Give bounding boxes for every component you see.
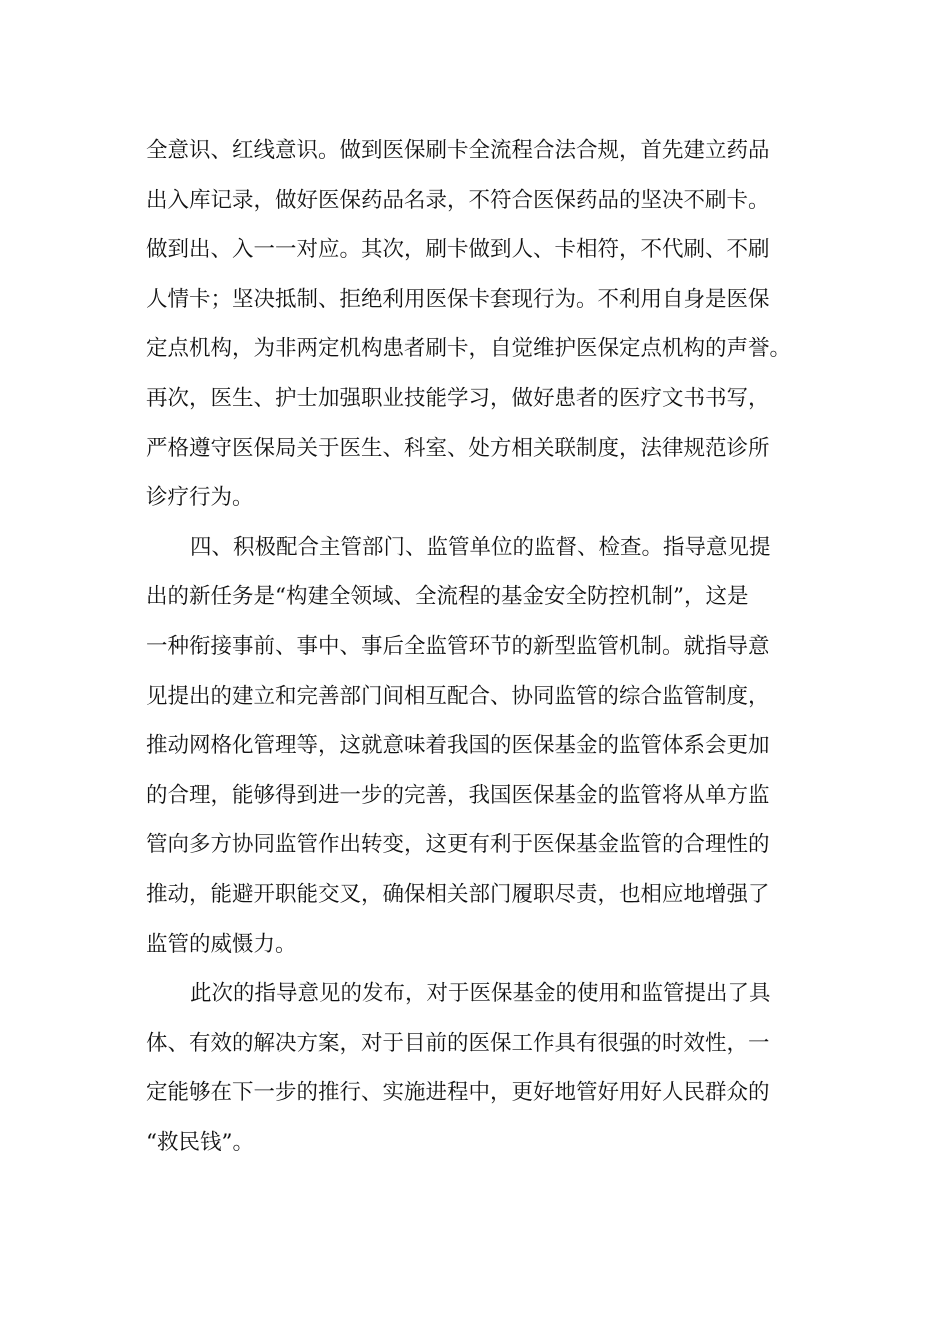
text-line: 严格遵守医保局关于医生、科室、处方相关联制度，法律规范诊所: [146, 435, 770, 461]
text-line: 出入库记录，做好医保药品名录，不符合医保药品的坚决不刷卡。: [146, 187, 770, 213]
text-line: 出的新任务是“构建全领域、全流程的基金安全防控机制”，这是: [146, 584, 749, 610]
text-line: 全意识、红线意识。做到医保刷卡全流程合法合规，首先建立药品: [146, 138, 770, 163]
text-line: 管向多方协同监管作出转变，这更有利于医保基金监管的合理性的: [146, 832, 770, 858]
paragraph-first-line: 四、积极配合主管部门、监管单位的监督、检查。指导意见提: [190, 534, 771, 560]
text-line: 再次，医生、护士加强职业技能学习，做好患者的医疗文书书写，: [146, 385, 770, 411]
text-line: 见提出的建立和完善部门间相互配合、协同监管的综合监管制度，: [146, 683, 770, 709]
text-line: 推动网格化管理等，这就意味着我国的医保基金的监管体系会更加: [146, 733, 770, 759]
text-line: 推动，能避开职能交叉，确保相关部门履职尽责，也相应地增强了: [146, 881, 770, 907]
text-line: “救民钱”。: [146, 1129, 254, 1155]
text-line: 体、有效的解决方案，对于目前的医保工作具有很强的时效性，一: [146, 1030, 770, 1056]
text-line: 做到出、入一一对应。其次，刷卡做到人、卡相符，不代刷、不刷: [146, 237, 770, 263]
text-line: 定能够在下一步的推行、实施进程中，更好地管好用好人民群众的: [146, 1080, 770, 1106]
text-line: 监管的威慑力。: [146, 931, 297, 957]
paragraph-first-line: 此次的指导意见的发布，对于医保基金的使用和监管提出了具: [190, 981, 771, 1007]
text-line: 人情卡；坚决抵制、拒绝利用医保卡套现行为。不利用自身是医保: [146, 286, 770, 312]
text-line: 一种衔接事前、事中、事后全监管环节的新型监管机制。就指导意: [146, 633, 770, 659]
document-body: [146, 126, 808, 1167]
text-line: 诊疗行为。: [146, 485, 254, 511]
text-line: 的合理，能够得到进一步的完善，我国医保基金的监管将从单方监: [146, 782, 770, 808]
text-line: 定点机构，为非两定机构患者刷卡，自觉维护医保定点机构的声誉。: [146, 336, 792, 362]
